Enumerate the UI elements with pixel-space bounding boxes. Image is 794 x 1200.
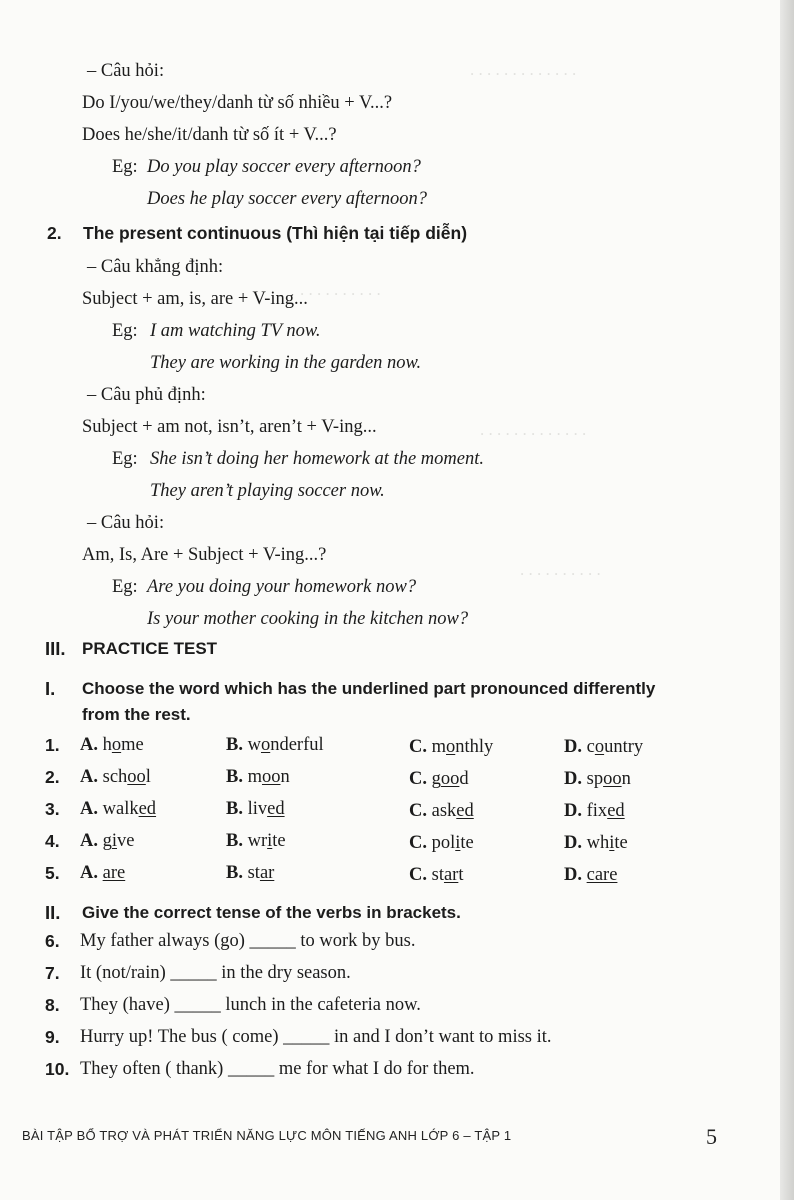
option-c[interactable] bbox=[409, 864, 463, 886]
word-suffix: l bbox=[145, 767, 151, 787]
question-number: 9. bbox=[45, 1027, 60, 1047]
question-number: 3. bbox=[45, 799, 60, 819]
underlined-part: ed bbox=[607, 801, 625, 821]
question-number: 10. bbox=[45, 1059, 70, 1079]
affirmative-eg-label: Eg: bbox=[112, 321, 138, 341]
option-c[interactable] bbox=[409, 736, 493, 758]
question-label: – Câu hỏi: bbox=[87, 513, 165, 533]
option-letter: B. bbox=[226, 799, 248, 819]
question-number: 2. bbox=[45, 767, 60, 787]
page-edge-shadow bbox=[780, 0, 794, 1200]
intro-example-1: Do you play soccer every afternoon? bbox=[147, 157, 421, 177]
word-prefix: m bbox=[247, 767, 262, 787]
word-suffix: untry bbox=[604, 737, 644, 757]
option-letter: C. bbox=[409, 833, 432, 853]
option-a[interactable] bbox=[80, 862, 125, 884]
question-number: 4. bbox=[45, 831, 60, 851]
show-through-text: . . . . . . . . . . bbox=[520, 560, 601, 579]
verb-exercise-sentence: Hurry up! The bus ( come) _____ in and I don’t want to miss it. bbox=[80, 1027, 552, 1047]
page-number: 5 bbox=[706, 1124, 717, 1149]
question-number: 7. bbox=[45, 963, 60, 983]
intro-question-label: – Câu hỏi: bbox=[87, 61, 165, 81]
word-suffix: te bbox=[460, 833, 474, 853]
underlined-part: care bbox=[586, 865, 618, 885]
underlined-part: i bbox=[609, 833, 615, 853]
option-b[interactable] bbox=[226, 862, 274, 884]
word-suffix: te bbox=[272, 831, 286, 851]
section-2-title: The present continuous (Thì hiện tại tiếp diễn) bbox=[83, 223, 468, 243]
option-letter: D. bbox=[564, 737, 587, 757]
option-letter: B. bbox=[226, 735, 248, 755]
word-prefix: st bbox=[431, 865, 444, 885]
part-1-number: I. bbox=[45, 678, 56, 699]
word-prefix: m bbox=[431, 737, 447, 757]
question-eg-label: Eg: bbox=[112, 577, 138, 597]
word-prefix: st bbox=[247, 863, 260, 883]
intro-question-formula-1: Do I/you/we/they/danh từ số nhiều + V...? bbox=[82, 93, 393, 113]
option-letter: B. bbox=[226, 831, 248, 851]
option-b[interactable] bbox=[226, 830, 286, 852]
option-letter: C. bbox=[409, 737, 432, 757]
verb-exercise-sentence: My father always (go) _____ to work by bus. bbox=[80, 931, 416, 951]
underlined-part: oo bbox=[261, 767, 281, 787]
footer-book-title: BÀI TẬP BỔ TRỢ VÀ PHÁT TRIỂN NĂNG LỰC MÔN TIẾNG ANH LỚP 6 – TẬP 1 bbox=[22, 1128, 512, 1143]
word-suffix: te bbox=[614, 833, 628, 853]
word-suffix: t bbox=[458, 865, 464, 885]
word-prefix: h bbox=[102, 735, 112, 755]
underlined-part: ed bbox=[138, 799, 157, 819]
underlined-part: oo bbox=[127, 767, 146, 787]
word-prefix: walk bbox=[102, 799, 139, 819]
question-example-2: Is your mother cooking in the kitchen now? bbox=[147, 609, 469, 629]
option-letter: A. bbox=[80, 767, 103, 787]
word-prefix: sp bbox=[586, 769, 604, 789]
question-formula: Am, Is, Are + Subject + V-ing...? bbox=[82, 545, 327, 565]
word-suffix: n bbox=[280, 767, 290, 787]
option-letter: C. bbox=[409, 801, 432, 821]
underlined-part: ed bbox=[267, 799, 285, 819]
word-suffix: ve bbox=[117, 831, 135, 851]
practice-number: III. bbox=[45, 638, 66, 659]
option-letter: A. bbox=[80, 735, 103, 755]
practice-title: PRACTICE TEST bbox=[82, 639, 218, 658]
word-prefix: g bbox=[431, 769, 441, 789]
verb-exercise-sentence: They (have) _____ lunch in the cafeteria now. bbox=[80, 995, 421, 1015]
affirmative-label: – Câu khẳng định: bbox=[87, 257, 224, 277]
question-number: 1. bbox=[45, 735, 60, 755]
option-b[interactable] bbox=[226, 798, 285, 820]
negative-formula: Subject + am not, isn’t, aren’t + V-ing... bbox=[82, 417, 377, 437]
intro-example-2: Does he play soccer every afternoon? bbox=[147, 189, 427, 209]
option-b[interactable] bbox=[226, 766, 290, 788]
word-prefix: liv bbox=[247, 799, 268, 819]
part-2-title: Give the correct tense of the verbs in brackets. bbox=[82, 903, 461, 922]
part-2-number: II. bbox=[45, 902, 61, 923]
part-1-title-line-2: from the rest. bbox=[82, 705, 191, 724]
option-d[interactable] bbox=[564, 800, 625, 822]
word-prefix: sch bbox=[102, 767, 128, 787]
underlined-part: o bbox=[260, 735, 271, 755]
option-letter: D. bbox=[564, 769, 587, 789]
option-letter: B. bbox=[226, 767, 248, 787]
option-d[interactable] bbox=[564, 832, 628, 854]
affirmative-example-1: I am watching TV now. bbox=[150, 321, 321, 341]
question-example-1: Are you doing your homework now? bbox=[147, 577, 417, 597]
underlined-part: are bbox=[102, 863, 126, 883]
negative-example-2: They aren’t playing soccer now. bbox=[150, 481, 385, 501]
word-prefix: w bbox=[247, 735, 261, 755]
word-suffix: d bbox=[459, 769, 469, 789]
affirmative-example-2: They are working in the garden now. bbox=[150, 353, 422, 373]
affirmative-formula: Subject + am, is, are + V-ing... bbox=[82, 289, 308, 309]
option-letter: C. bbox=[409, 865, 432, 885]
underlined-part: o bbox=[446, 737, 456, 757]
option-letter: B. bbox=[226, 863, 248, 883]
option-d[interactable] bbox=[564, 864, 617, 886]
word-suffix: nthly bbox=[455, 737, 494, 757]
question-number: 5. bbox=[45, 863, 60, 883]
question-number: 6. bbox=[45, 931, 60, 951]
option-b[interactable] bbox=[226, 734, 324, 756]
option-a[interactable] bbox=[80, 830, 134, 852]
underlined-part: oo bbox=[603, 769, 622, 789]
option-d[interactable] bbox=[564, 768, 631, 790]
negative-label: – Câu phủ định: bbox=[87, 385, 206, 405]
word-prefix: wr bbox=[247, 831, 268, 851]
show-through-text: . . . . . . . . . . . . . bbox=[480, 420, 587, 439]
word-suffix: n bbox=[621, 769, 631, 789]
word-prefix: c bbox=[586, 737, 595, 757]
word-prefix: fix bbox=[586, 801, 608, 821]
section-2-number: 2. bbox=[47, 223, 62, 243]
underlined-part: i bbox=[111, 831, 118, 851]
option-c[interactable] bbox=[409, 800, 474, 822]
option-letter: C. bbox=[409, 769, 432, 789]
underlined-part: o bbox=[594, 737, 605, 757]
word-suffix: me bbox=[121, 735, 144, 755]
underlined-part: oo bbox=[440, 769, 460, 789]
option-a[interactable] bbox=[80, 766, 151, 788]
underlined-part: o bbox=[111, 735, 122, 755]
option-letter: D. bbox=[564, 801, 587, 821]
word-prefix: wh bbox=[586, 833, 610, 853]
part-1-title-line-1: Choose the word which has the underlined part pronounced differently bbox=[82, 679, 656, 698]
option-c[interactable] bbox=[409, 768, 469, 790]
option-letter: A. bbox=[80, 799, 103, 819]
word-prefix: ask bbox=[431, 801, 457, 821]
intro-question-formula-2: Does he/she/it/danh từ số ít + V...? bbox=[82, 125, 337, 145]
option-d[interactable] bbox=[564, 736, 643, 758]
underlined-part: ed bbox=[456, 801, 474, 821]
option-letter: A. bbox=[80, 831, 103, 851]
option-letter: D. bbox=[564, 833, 587, 853]
intro-eg-label: Eg: bbox=[112, 157, 138, 177]
negative-eg-label: Eg: bbox=[112, 449, 138, 469]
show-through-text: . . . . . . . . . . . . . bbox=[470, 60, 577, 79]
option-a[interactable] bbox=[80, 734, 144, 756]
underlined-part: i bbox=[267, 831, 273, 851]
underlined-part: i bbox=[455, 833, 461, 853]
option-letter: D. bbox=[564, 865, 587, 885]
verb-exercise-sentence: It (not/rain) _____ in the dry season. bbox=[80, 963, 351, 983]
show-through-text: . . . . . . . . . . bbox=[300, 280, 381, 299]
negative-example-1: She isn’t doing her homework at the moment. bbox=[150, 449, 484, 469]
verb-exercise-sentence: They often ( thank) _____ me for what I do for them. bbox=[80, 1059, 475, 1079]
option-a[interactable] bbox=[80, 798, 156, 820]
option-letter: A. bbox=[80, 863, 103, 883]
question-number: 8. bbox=[45, 995, 60, 1015]
option-c[interactable] bbox=[409, 832, 474, 854]
word-prefix: pol bbox=[431, 833, 456, 853]
underlined-part: ar bbox=[443, 865, 459, 885]
word-suffix: nderful bbox=[270, 735, 324, 755]
word-prefix: g bbox=[102, 831, 112, 851]
underlined-part: ar bbox=[259, 863, 275, 883]
